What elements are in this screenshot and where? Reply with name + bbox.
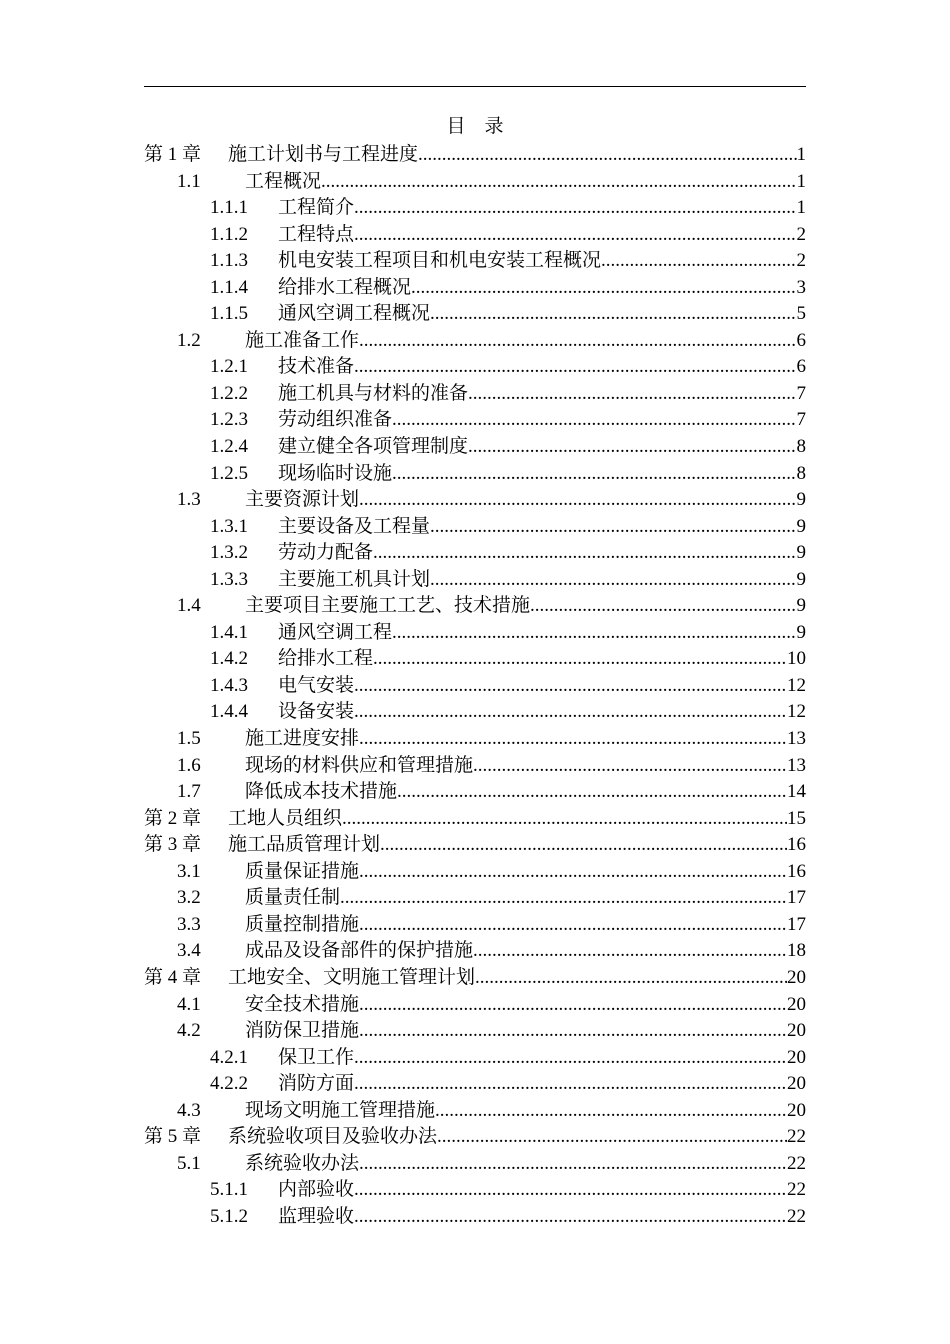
toc-entry-title: 内部验收	[278, 1179, 355, 1201]
toc-entry-page-number: 16	[787, 860, 806, 882]
toc-dot-leader	[468, 381, 796, 407]
toc-entry[interactable]	[144, 859, 806, 886]
toc-entry[interactable]	[144, 938, 806, 965]
toc-dot-leader	[411, 275, 796, 301]
toc-entry-number: 第 2 章	[144, 807, 202, 829]
toc-entry-title: 消防保卫措施	[245, 1020, 360, 1042]
toc-entry-number: 1.1.3	[210, 250, 248, 272]
toc-entry[interactable]	[144, 1204, 806, 1231]
toc-entry-page-number: 18	[787, 940, 806, 962]
toc-entry-page-number: 9	[796, 542, 806, 564]
toc-entry-page-number: 22	[787, 1179, 806, 1201]
toc-entry-title: 工程概况	[245, 170, 322, 192]
toc-dot-leader	[430, 567, 796, 593]
toc-entry-page-number: 12	[787, 674, 806, 696]
toc-entry-page-number: 17	[787, 887, 806, 909]
toc-entry-page-number: 1	[796, 197, 806, 219]
toc-entry-number: 4.2.1	[210, 1046, 248, 1068]
toc-entry[interactable]	[144, 222, 806, 249]
toc-entry-title: 建立健全各项管理制度	[278, 436, 469, 458]
toc-entry-page-number: 20	[787, 1073, 806, 1095]
toc-dot-leader	[435, 1098, 787, 1124]
toc-entry-title: 劳动组织准备	[278, 409, 393, 431]
toc-entry-title: 工程简介	[278, 197, 355, 219]
toc-dot-leader	[342, 806, 787, 832]
toc-entry-number: 1.4.3	[210, 674, 248, 696]
toc-dot-leader	[418, 142, 796, 168]
toc-entry-title: 质量保证措施	[245, 860, 360, 882]
toc-entry-title: 施工品质管理计划	[228, 834, 381, 856]
toc-entry-number: 1.2.3	[210, 409, 248, 431]
toc-dot-leader	[354, 1071, 787, 1097]
toc-entry-number: 1.2.5	[210, 462, 248, 484]
toc-entry[interactable]	[144, 381, 806, 408]
toc-entry-number: 3.2	[177, 887, 201, 909]
toc-entry-title: 监理验收	[278, 1205, 355, 1227]
toc-entry-title: 工程特点	[278, 223, 355, 245]
toc-dot-leader	[354, 1177, 787, 1203]
toc-entry-page-number: 20	[787, 1099, 806, 1121]
toc-entry-title: 劳动力配备	[278, 542, 374, 564]
toc-entry-page-number: 22	[787, 1205, 806, 1227]
toc-entry-number: 第 1 章	[144, 144, 202, 165]
toc-entry[interactable]	[144, 885, 806, 912]
toc-dot-leader	[392, 620, 796, 646]
toc-entry[interactable]	[144, 461, 806, 488]
toc-dot-leader	[359, 859, 787, 885]
toc-entry-page-number: 20	[787, 1046, 806, 1068]
toc-dot-leader	[430, 301, 796, 327]
toc-dot-leader	[373, 646, 787, 672]
toc-entry-title: 主要资源计划	[245, 489, 360, 511]
toc-entry-title: 主要设备及工程量	[278, 515, 431, 537]
toc-entry-title: 工地安全、文明施工管理计划	[228, 966, 476, 988]
toc-entry-page-number: 13	[787, 754, 806, 776]
toc-dot-leader	[359, 1018, 787, 1044]
toc-entry-title: 保卫工作	[278, 1046, 355, 1068]
toc-entry[interactable]	[144, 1151, 806, 1178]
toc-entry[interactable]	[144, 487, 806, 514]
toc-entry-number: 1.1.1	[210, 197, 248, 219]
toc-entry[interactable]	[144, 992, 806, 1019]
toc-dot-leader	[354, 195, 796, 221]
toc-entry-title: 机电安装工程项目和机电安装工程概况	[278, 250, 602, 272]
toc-dot-leader	[354, 699, 787, 725]
toc-entry-title: 现场的材料供应和管理措施	[245, 754, 474, 776]
toc-entry-title: 质量控制措施	[245, 913, 360, 935]
toc-entry-title: 给排水工程	[278, 648, 374, 670]
toc-entry-title: 通风空调工程	[278, 621, 393, 643]
toc-entry[interactable]	[144, 1177, 806, 1204]
toc-entry-page-number: 6	[796, 356, 806, 378]
toc-entry-number: 1.4.1	[210, 621, 248, 643]
toc-entry-number: 1.2.4	[210, 436, 248, 458]
toc-entry-page-number: 9	[796, 621, 806, 643]
toc-entry-number: 第 5 章	[144, 1126, 202, 1148]
toc-entry-number: 1.1.2	[210, 223, 248, 245]
toc-entry-page-number: 20	[787, 993, 806, 1015]
toc-dot-leader	[359, 912, 787, 938]
toc-dot-leader	[354, 1045, 787, 1071]
toc-entry-number: 1.4.4	[210, 701, 248, 723]
toc-entry-page-number: 17	[787, 913, 806, 935]
toc-entry[interactable]	[144, 753, 806, 780]
toc-entry-number: 1.1	[177, 170, 201, 192]
toc-entry-page-number: 7	[796, 382, 806, 404]
toc-entry-page-number: 13	[787, 728, 806, 750]
toc-dot-leader	[473, 938, 787, 964]
toc-entry-title: 主要施工机具计划	[278, 568, 431, 590]
toc-dot-leader	[354, 222, 796, 248]
toc-dot-leader	[359, 726, 787, 752]
toc-dot-leader	[475, 965, 787, 991]
toc-entry[interactable]	[144, 1071, 806, 1098]
toc-entry[interactable]	[144, 275, 806, 302]
toc-entry-number: 4.3	[177, 1099, 201, 1121]
toc-entry[interactable]	[144, 593, 806, 620]
toc-entry[interactable]	[144, 195, 806, 222]
toc-dot-leader	[530, 593, 796, 619]
toc-entry-title: 消防方面	[278, 1073, 355, 1095]
toc-entry-number: 1.4.2	[210, 648, 248, 670]
toc-entry-title: 工地人员组织	[228, 807, 343, 829]
toc-entry[interactable]	[144, 540, 806, 567]
toc-entry-number: 1.3.1	[210, 515, 248, 537]
toc-entry-number: 第 3 章	[144, 834, 202, 856]
toc-entry-title: 施工准备工作	[245, 329, 360, 351]
toc-entry-title: 技术准备	[278, 356, 355, 378]
toc-entry-page-number: 3	[796, 276, 806, 298]
toc-dot-leader	[397, 779, 787, 805]
toc-entry[interactable]	[144, 328, 806, 355]
toc-entry-page-number: 9	[796, 595, 806, 617]
toc-entry-title: 成品及设备部件的保护措施	[245, 940, 474, 962]
toc-dot-leader	[359, 992, 787, 1018]
toc-entry-page-number: 14	[787, 781, 806, 803]
toc-entry-page-number: 16	[787, 834, 806, 856]
toc-dot-leader	[430, 514, 796, 540]
toc-entry[interactable]	[144, 965, 806, 992]
toc-entry-number: 1.6	[177, 754, 201, 776]
toc-entry-number: 1.1.4	[210, 276, 248, 298]
toc-entry-number: 4.1	[177, 993, 201, 1015]
toc-entry-number: 1.2.1	[210, 356, 248, 378]
toc-entry-page-number: 22	[787, 1126, 806, 1148]
toc-entry[interactable]	[144, 1124, 806, 1151]
toc-entry[interactable]	[144, 354, 806, 381]
toc-entry-number: 1.3.2	[210, 542, 248, 564]
toc-entry[interactable]	[144, 832, 806, 859]
toc-entry[interactable]	[144, 567, 806, 594]
toc-entry[interactable]	[144, 1018, 806, 1045]
toc-dot-leader	[354, 673, 787, 699]
toc-entry-number: 1.3.3	[210, 568, 248, 590]
toc-entry-page-number: 1	[796, 170, 806, 192]
toc-dot-leader	[468, 434, 796, 460]
toc-entry-number: 1.7	[177, 781, 201, 803]
toc-entry[interactable]	[144, 1098, 806, 1125]
toc-entry[interactable]	[144, 699, 806, 726]
toc-entry-page-number: 10	[787, 648, 806, 670]
toc-entry[interactable]	[144, 142, 806, 169]
toc-entry[interactable]	[144, 407, 806, 434]
toc-dot-leader	[437, 1124, 787, 1150]
toc-dot-leader	[392, 461, 796, 487]
header-rule	[144, 86, 806, 87]
toc-entry-title: 给排水工程概况	[278, 276, 412, 298]
toc-entry-title: 施工进度安排	[245, 728, 360, 750]
toc-dot-leader	[359, 1151, 787, 1177]
toc-entry-page-number: 6	[796, 329, 806, 351]
toc-entry[interactable]	[144, 514, 806, 541]
toc-entry-number: 1.2	[177, 329, 201, 351]
toc-list	[144, 142, 806, 1230]
toc-dot-leader	[373, 540, 796, 566]
toc-entry-number: 5.1.1	[210, 1179, 248, 1201]
toc-entry[interactable]	[144, 248, 806, 275]
toc-entry-number: 1.3	[177, 489, 201, 511]
toc-dot-leader	[601, 248, 796, 274]
toc-entry-number: 3.3	[177, 913, 201, 935]
toc-entry-page-number: 9	[796, 489, 806, 511]
toc-entry-number: 3.4	[177, 940, 201, 962]
toc-entry-number: 5.1	[177, 1152, 201, 1174]
toc-entry[interactable]	[144, 646, 806, 673]
toc-entry-number: 4.2.2	[210, 1073, 248, 1095]
toc-entry-page-number: 7	[796, 409, 806, 431]
toc-entry[interactable]	[144, 673, 806, 700]
toc-entry-page-number: 2	[796, 223, 806, 245]
toc-entry-number: 1.2.2	[210, 382, 248, 404]
toc-entry-title: 质量责任制	[245, 887, 341, 909]
toc-dot-leader	[392, 407, 796, 433]
toc-entry-page-number: 8	[796, 462, 806, 484]
toc-entry-page-number: 12	[787, 701, 806, 723]
toc-entry-page-number: 2	[796, 250, 806, 272]
toc-entry-number: 第 4 章	[144, 966, 202, 988]
toc-entry-title: 现场文明施工管理措施	[245, 1099, 436, 1121]
toc-dot-leader	[473, 753, 787, 779]
toc-dot-leader	[354, 354, 796, 380]
toc-entry-title: 通风空调工程概况	[278, 303, 431, 325]
toc-entry-page-number: 9	[796, 515, 806, 537]
toc-entry-title: 主要项目主要施工工艺、技术措施	[245, 595, 531, 617]
toc-entry-page-number: 1	[796, 144, 806, 165]
toc-entry-title: 现场临时设施	[278, 462, 393, 484]
toc-entry-number: 1.1.5	[210, 303, 248, 325]
toc-dot-leader	[359, 487, 796, 513]
toc-entry[interactable]	[144, 301, 806, 328]
toc-entry-title: 施工计划书与工程进度	[228, 144, 419, 165]
toc-entry-number: 3.1	[177, 860, 201, 882]
toc-dot-leader	[380, 832, 787, 858]
toc-entry-title: 施工机具与材料的准备	[278, 382, 469, 404]
toc-entry-title: 降低成本技术措施	[245, 781, 398, 803]
toc-entry[interactable]	[144, 726, 806, 753]
toc-entry-page-number: 5	[796, 303, 806, 325]
toc-entry-title: 设备安装	[278, 701, 355, 723]
toc-entry-page-number: 9	[796, 568, 806, 590]
toc-entry-page-number: 15	[787, 807, 806, 829]
toc-entry-number: 5.1.2	[210, 1205, 248, 1227]
toc-entry-title: 系统验收办法	[245, 1152, 360, 1174]
toc-entry-number: 1.4	[177, 595, 201, 617]
toc-entry-page-number: 20	[787, 966, 806, 988]
toc-entry[interactable]	[144, 912, 806, 939]
toc-entry[interactable]	[144, 620, 806, 647]
toc-dot-leader	[321, 169, 796, 195]
toc-entry-title: 系统验收项目及验收办法	[228, 1126, 438, 1148]
toc-entry-title: 安全技术措施	[245, 993, 360, 1015]
toc-entry-page-number: 22	[787, 1152, 806, 1174]
toc-entry[interactable]	[144, 169, 806, 196]
toc-entry[interactable]	[144, 806, 806, 833]
toc-entry-page-number: 8	[796, 436, 806, 458]
toc-dot-leader	[354, 1204, 787, 1230]
toc-dot-leader	[359, 328, 796, 354]
toc-entry[interactable]	[144, 434, 806, 461]
toc-entry-number: 1.5	[177, 728, 201, 750]
toc-entry-title: 电气安装	[278, 674, 355, 696]
toc-entry-page-number: 20	[787, 1020, 806, 1042]
toc-entry-number: 4.2	[177, 1020, 201, 1042]
toc-entry[interactable]	[144, 1045, 806, 1072]
toc-dot-leader	[340, 885, 787, 911]
toc-title: 目 录	[446, 116, 504, 137]
toc-entry[interactable]	[144, 779, 806, 806]
